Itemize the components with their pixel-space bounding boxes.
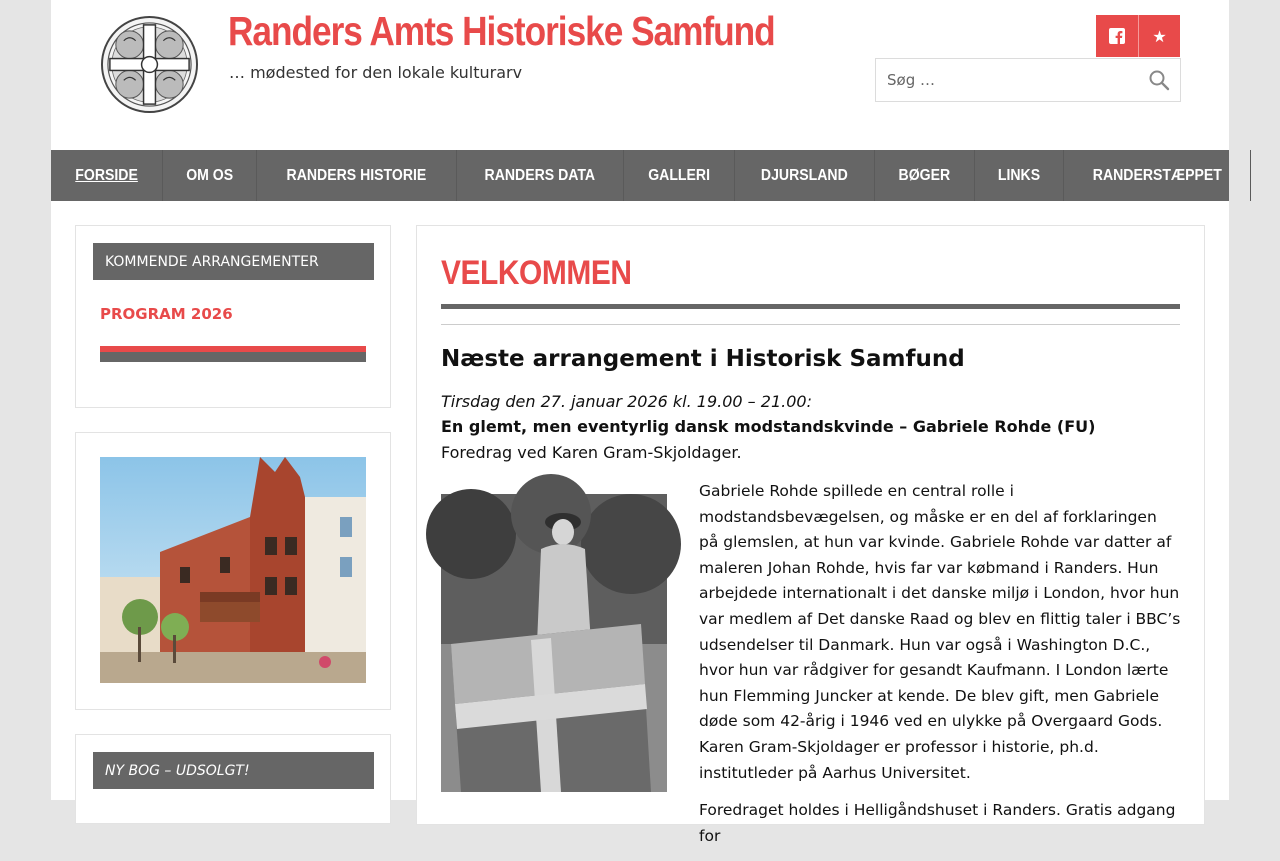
nav-item-randers-historie[interactable]: RANDERS HISTORIE — [257, 150, 457, 201]
event-title: En glemt, men eventyrlig dansk modstandskvinde – Gabriele Rohde (FU) — [441, 417, 1096, 436]
event-date: Tirsdag den 27. januar 2026 kl. 19.00 – 21.00: — [441, 392, 812, 411]
gabriele-rohde-photo[interactable] — [441, 494, 667, 792]
program-link[interactable]: PROGRAM 2026 — [100, 305, 233, 323]
star-button[interactable] — [1138, 15, 1180, 57]
page-title: VELKOMMEN — [441, 254, 632, 292]
new-book-widget — [75, 734, 391, 824]
site-title[interactable]: Randers Amts Historiske Samfund — [228, 8, 775, 54]
article-body — [699, 479, 1181, 861]
widget-divider — [100, 346, 366, 362]
nav-item-randers-data[interactable]: RANDERS DATA — [457, 150, 624, 201]
new-book-widget-title: NY BOG – UDSOLGT! — [93, 752, 374, 789]
nav-item-om-os[interactable]: OM OS — [163, 150, 257, 201]
helligaandshuset-photo[interactable] — [100, 457, 366, 683]
events-widget-title: KOMMENDE ARRANGEMENTER — [93, 243, 374, 280]
heading-thin-divider — [441, 324, 1180, 325]
nav-item-djursland[interactable]: DJURSLAND — [735, 150, 875, 201]
page — [51, 0, 1229, 845]
main-content — [416, 225, 1205, 845]
nav-item-links[interactable]: LINKS — [975, 150, 1064, 201]
heading-divider — [441, 304, 1180, 309]
article-paragraph: Foredraget holdes i Helligåndshuset i Randers. Gratis adgang for — [699, 801, 1176, 845]
society-seal-logo[interactable] — [100, 15, 199, 114]
nav-item-randerstaeppet[interactable]: RANDERSTÆPPET — [1064, 150, 1252, 201]
article-paragraph: Gabriele Rohde spillede en central rolle i modstandsbevægelsen, og måske er en del af forklaringen på glemslen, at hun var kvinde. Gabriele Rohde var datter af maleren Johan Rohde, hvis far var købmand i Randers. Hun arbejdede internationalt i det danske miljø i London, hvor hun var medlem af Det danske Raad og blev en flittig taler i BBC’s udsendelser til Danmark. Hun var også i Washington D.C., hvor hun var rådgiver for gesandt Kaufmann. I London lærte hun Flemming Juncker at kende. De blev gift, men Gabriele døde som 42-årig i 1946 ved en ulykke på Overgaard Gods. Karen Gram-Skjoldager er professor i historie, ph.d. institutleder på Aarhus Universitet. — [699, 482, 1181, 782]
site-tagline: … mødested for den lokale kulturarv — [229, 63, 523, 82]
nav-item-boger[interactable]: BØGER — [875, 150, 975, 201]
article-heading: Næste arrangement i Historisk Samfund — [441, 346, 965, 372]
facebook-button[interactable] — [1096, 15, 1138, 57]
search-box — [875, 58, 1181, 102]
facebook-icon — [1109, 28, 1125, 44]
photo-widget — [75, 432, 391, 710]
event-speaker: Foredrag ved Karen Gram-Skjoldager. — [441, 443, 742, 462]
main-navigation — [51, 150, 1229, 201]
search-input[interactable] — [876, 59, 1136, 101]
events-widget — [75, 225, 391, 408]
star-icon: ★ — [1152, 26, 1167, 46]
nav-item-forside[interactable]: FORSIDE — [51, 150, 163, 201]
nav-item-galleri[interactable]: GALLERI — [624, 150, 735, 201]
search-icon[interactable] — [1148, 69, 1170, 91]
